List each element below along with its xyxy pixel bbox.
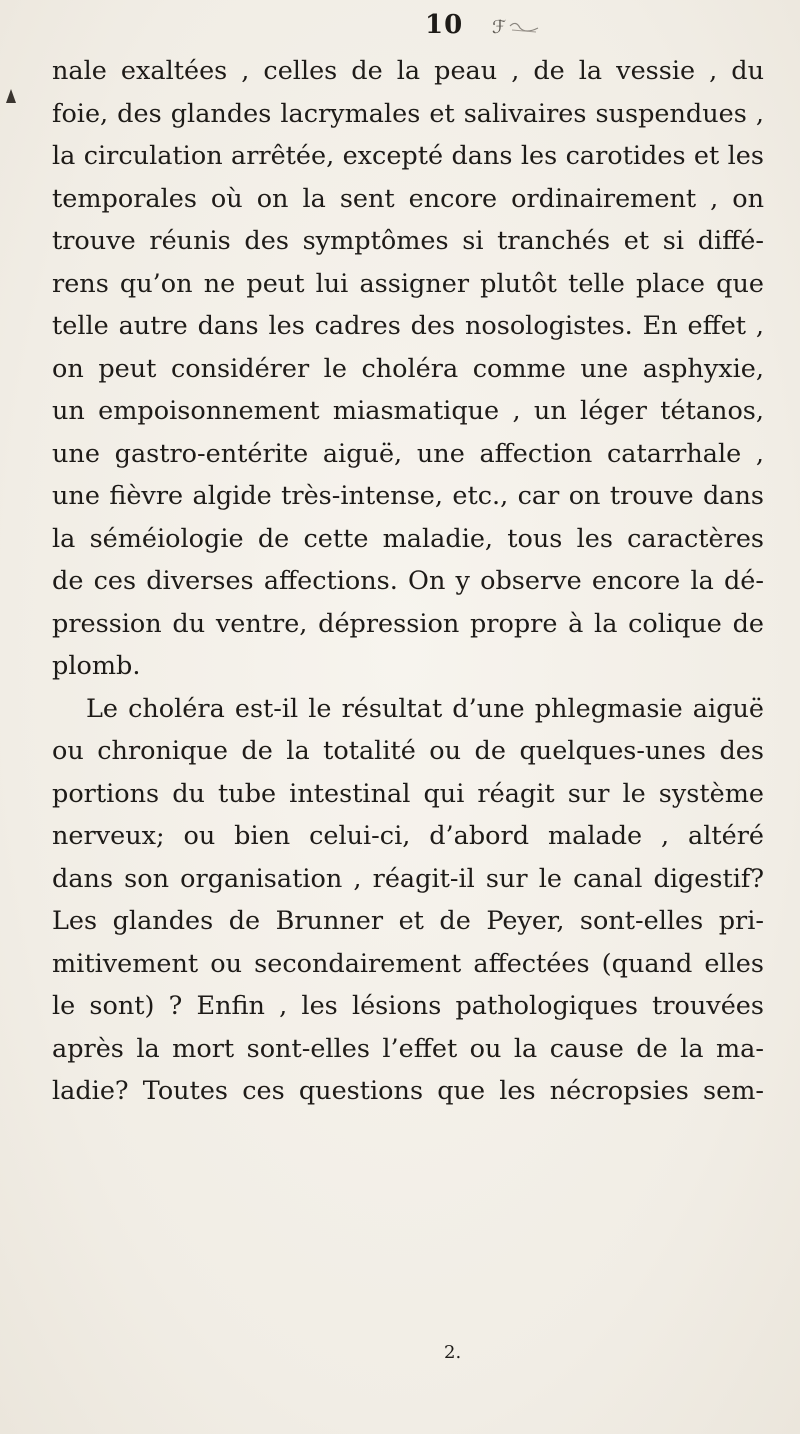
text-line: de ces diverses affections. On y observe encore la dé- [52,566,764,596]
text-line: après la mort sont-elles l’effet ou la cause de la ma- [52,1033,764,1064]
text-line: dans son organisation , réagit-il sur le canal digestif? [52,863,764,894]
text-line: une gastro-entérite aiguë, une affection catarrhale , [52,438,764,469]
printer-mark [490,16,540,38]
text-line: portions du tube intestinal qui réagit sur le système [52,778,764,809]
signature-mark: 2. [444,1342,462,1363]
text-line: le sont) ? Enfin , les lésions pathologiques trouvées [52,991,764,1021]
text-line: foie, des glandes lacrymales et salivaires suspendues , [52,98,764,129]
text-line: une fièvre algide très-intense, etc., car on trouve dans [52,481,764,511]
text-line: telle autre dans les cadres des nosologistes. En effet , [52,311,764,341]
page-number: 10 [425,10,464,40]
text-line: Les glandes de Brunner et de Peyer, sont-elles pri- [52,906,764,936]
text-line: ladie? Toutes ces questions que les nécropsies sem- [52,1076,764,1106]
text-line: pression du ventre, dépression propre à la colique de [52,608,764,639]
text-line: nerveux; ou bien celui-ci, d’abord malade , altéré [52,821,764,851]
text-line: trouve réunis des symptômes si tranchés et si diffé- [52,226,764,256]
body-text [52,50,764,1113]
text-line: plomb. [52,651,141,681]
text-line: nale exaltées , celles de la peau , de la vessie , du [52,56,764,86]
margin-mark [6,88,16,102]
text-line: la circulation arrêtée, excepté dans les carotides et les [52,141,764,171]
text-line: mitivement ou secondairement affectées (quand elles [52,948,764,979]
text-line: un empoisonnement miasmatique , un léger tétanos, [52,396,764,426]
text-line: rens qu’on ne peut lui assigner plutôt telle place que [52,268,764,299]
text-line: temporales où on la sent encore ordinairement , on [52,183,764,214]
text-line: ou chronique de la totalité ou de quelques-unes des [52,736,764,766]
text-line: la séméiologie de cette maladie, tous les caractères [52,523,764,554]
page-header [0,6,800,46]
text-line: Le choléra est-il le résultat d’une phlegmasie aiguë [86,693,764,724]
text-line: on peut considérer le choléra comme une asphyxie, [52,353,764,384]
mark-glyph: ℱ [492,17,507,38]
